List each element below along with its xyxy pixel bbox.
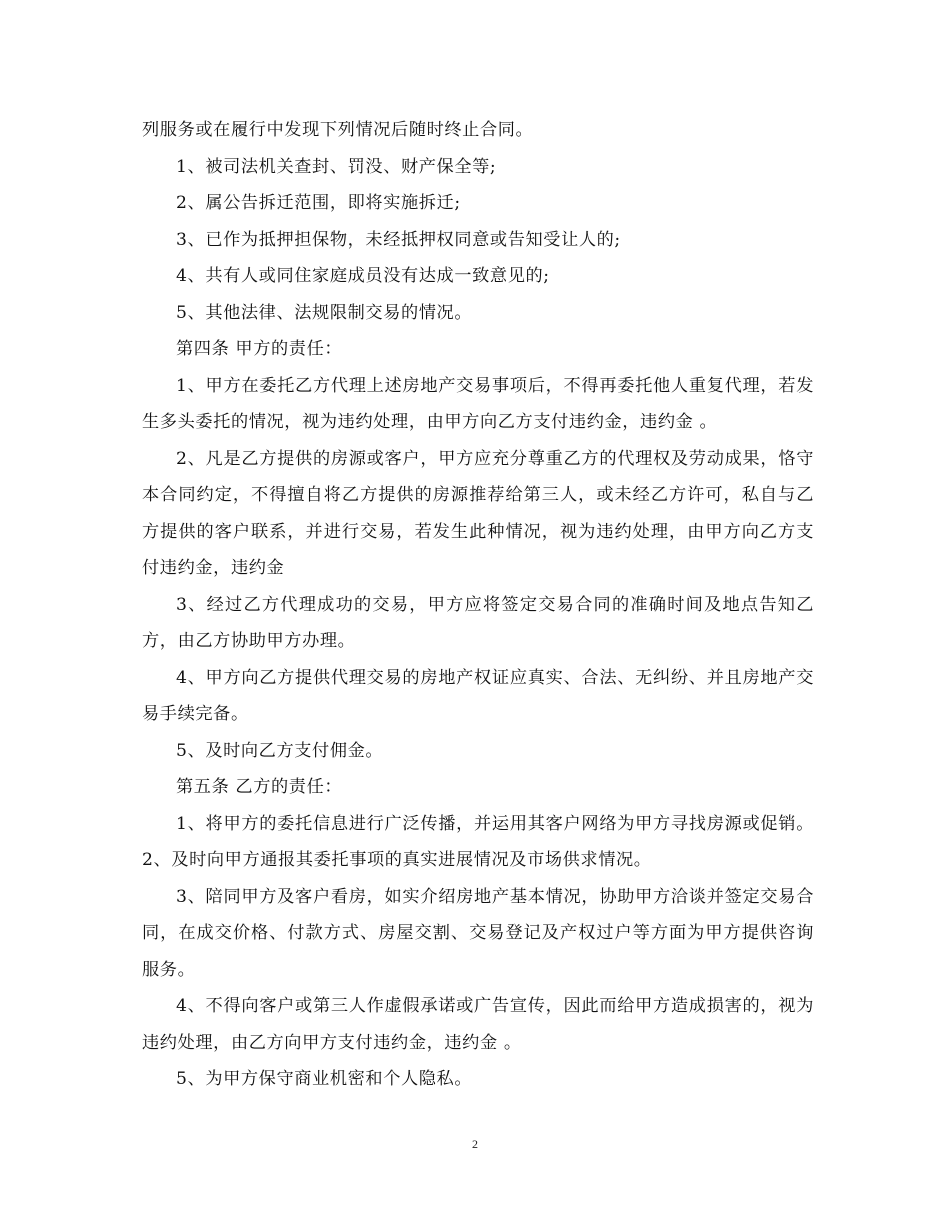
document-body [142, 112, 814, 1098]
list-item: 3、经过乙方代理成功的交易，甲方应将签定交易合同的准确时间及地点告知乙方，由乙方协助甲方办理。 [142, 594, 814, 651]
list-item: 4、共有人或同住家庭成员没有达成一致意见的; [176, 266, 550, 286]
list-item: 1、被司法机关查封、罚没、财产保全等; [176, 156, 497, 177]
paragraph-continuation: 列服务或在履行中发现下列情况后随时终止合同。 [142, 120, 534, 140]
list-item: 1、甲方在委托乙方代理上述房地产交易事项后，不得再委托他人重复代理，若发生多头委托的情况，视为违约处理，由甲方向乙方支付违约金，违约金 。 [142, 375, 814, 432]
list-item: 5、为甲方保守商业机密和个人隐私。 [176, 1069, 473, 1089]
list-item: 2、凡是乙方提供的房源或客户，甲方应充分尊重乙方的代理权及劳动成果，恪守本合同约定，不得擅自将乙方提供的房源推荐给第三人，或未经乙方许可，私自与乙方提供的客户联系，并进行交易，若发生此种情况，视为违约处理，由甲方向乙方支付违约金，违约金 [142, 448, 814, 578]
list-item: 4、甲方向乙方提供代理交易的房地产权证应真实、合法、无纠纷、并且房地产交易手续完备。 [142, 667, 814, 724]
section-heading: 第四条 甲方的责任： [176, 339, 343, 359]
list-item: 5、其他法律、法规限制交易的情况。 [176, 302, 473, 323]
section-heading: 第五条 乙方的责任： [176, 777, 343, 797]
list-item: 1、将甲方的委托信息进行广泛传播，并运用其客户网络为甲方寻找房源或促销。 2、及时向甲方通报其委托事项的真实进展情况及市场供求情况。 [142, 813, 814, 870]
list-item: 5、及时向乙方支付佣金。 [176, 740, 384, 761]
list-item: 3、已作为抵押担保物，未经抵押权同意或告知受让人的; [176, 229, 621, 250]
list-item: 2、属公告拆迁范围，即将实施拆迁; [176, 193, 461, 213]
page-number: 2 [472, 1137, 478, 1151]
list-item: 4、不得向客户或第三人作虚假承诺或广告宣传，因此而给甲方造成损害的，视为违约处理，由乙方向甲方支付违约金，违约金 。 [142, 996, 814, 1053]
list-item: 3、陪同甲方及客户看房，如实介绍房地产基本情况，协助甲方洽谈并签定交易合同，在成交价格、付款方式、房屋交割、交易登记及产权过户等方面为甲方提供咨询服务。 [142, 886, 814, 980]
